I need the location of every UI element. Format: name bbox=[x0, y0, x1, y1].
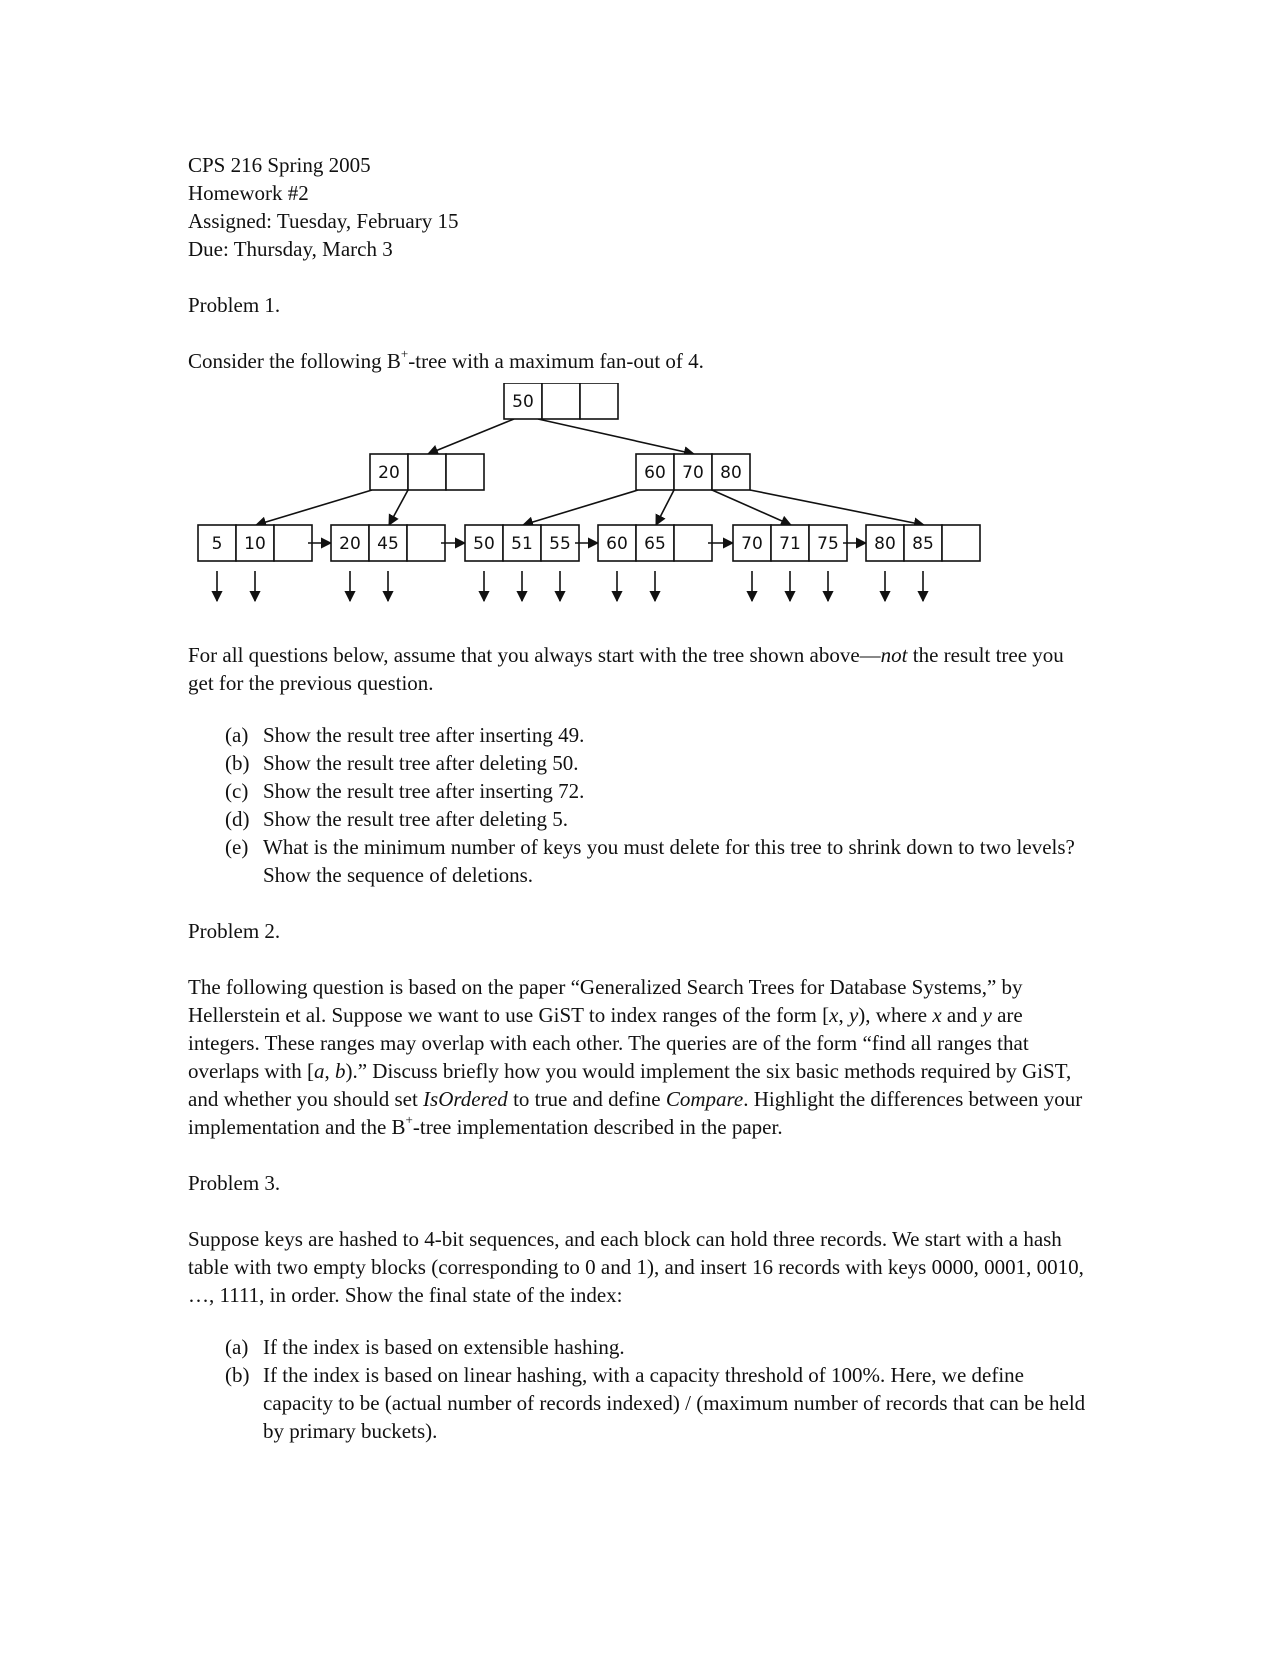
tree-key: 70 bbox=[741, 534, 763, 554]
header-block bbox=[188, 151, 1088, 263]
tree-key: 20 bbox=[378, 463, 400, 483]
tree-internal-node bbox=[636, 454, 750, 490]
document-page bbox=[188, 151, 1088, 1445]
question-item: (b) If the index is based on linear hashing, with a capacity threshold of 100%. Here, we define capacity to be (actual number of records indexed) / (maximum number of records that can be held by primary buckets). bbox=[225, 1363, 1086, 1443]
problem1-questions bbox=[188, 721, 1088, 889]
problem1-intro: Consider the following B+-tree with a maximum fan-out of 4. bbox=[188, 346, 704, 373]
tree-pointer-arrow bbox=[750, 490, 924, 525]
tree-key: 20 bbox=[339, 534, 361, 554]
tree-key: 50 bbox=[473, 534, 495, 554]
problem3-intro: Suppose keys are hashed to 4-bit sequences, and each block can hold three records. We start with a hash table with two empty blocks (corresponding to 0 and 1), and insert 16 records with keys 0000, 0001, 0010, …, 1111, in order. Show the final state of the index: bbox=[188, 1227, 1084, 1307]
tree-root-node bbox=[504, 383, 618, 419]
problem2-text: The following question is based on the paper “Generalized Search Trees for Database Systems,” by Hellerstein et al. Suppose we want to use GiST to index ranges of the form [x, y), where x and y are integers. These ranges may overlap with each other. The queries are of the form “find all ranges that overlaps with [a, b).” Discuss briefly how you would implement the six basic methods required by GiST, and whether you should set IsOrdered to true and define Compare. Highlight the differences between your implementation and the B+-tree implementation described in the paper. bbox=[188, 975, 1083, 1139]
tree-leaf-node bbox=[598, 525, 712, 561]
tree-key-cell bbox=[580, 383, 618, 419]
tree-pointer-arrow bbox=[256, 490, 372, 525]
tree-pointer-arrow bbox=[428, 419, 514, 454]
tree-key: 75 bbox=[817, 534, 839, 554]
problem1-title: Problem 1. bbox=[188, 293, 281, 317]
question-item: (a) If the index is based on extensible hashing. bbox=[225, 1335, 625, 1359]
tree-key-cell bbox=[542, 383, 580, 419]
problem3-title: Problem 3. bbox=[188, 1171, 281, 1195]
tree-pointer-arrow bbox=[656, 490, 674, 525]
tree-leaf-node bbox=[465, 525, 579, 561]
course-title: CPS 216 Spring 2005 bbox=[188, 153, 371, 177]
question-item: (b) Show the result tree after deleting 50. bbox=[225, 751, 579, 775]
tree-key-cell bbox=[446, 454, 484, 490]
due-date: Due: Thursday, March 3 bbox=[188, 237, 393, 261]
tree-key-cell bbox=[674, 525, 712, 561]
problem3-questions bbox=[188, 1333, 1088, 1445]
question-item: (a) Show the result tree after inserting 49. bbox=[225, 723, 585, 747]
tree-leaf-node bbox=[331, 525, 445, 561]
tree-key: 60 bbox=[606, 534, 628, 554]
tree-key: 60 bbox=[644, 463, 666, 483]
tree-key-cell bbox=[942, 525, 980, 561]
tree-key: 55 bbox=[549, 534, 571, 554]
tree-pointer-arrow bbox=[523, 490, 638, 525]
tree-key-cell bbox=[274, 525, 312, 561]
question-item: (d) Show the result tree after deleting 5. bbox=[225, 807, 568, 831]
tree-key: 70 bbox=[682, 463, 704, 483]
tree-key-cell bbox=[407, 525, 445, 561]
tree-pointer-arrow bbox=[538, 419, 694, 454]
problem1-note: For all questions below, assume that you always start with the tree shown above—not the result tree you get for the previous question. bbox=[188, 643, 1064, 695]
assigned-date: Assigned: Tuesday, February 15 bbox=[188, 209, 459, 233]
homework-title: Homework #2 bbox=[188, 181, 309, 205]
tree-key: 45 bbox=[377, 534, 399, 554]
bplus-tree-diagram bbox=[188, 383, 1088, 629]
tree-leaf-node bbox=[866, 525, 980, 561]
tree-key: 65 bbox=[644, 534, 666, 554]
tree-key-cell bbox=[408, 454, 446, 490]
tree-key: 50 bbox=[512, 392, 534, 412]
question-item: (e) What is the minimum number of keys you must delete for this tree to shrink down to two levels? Show the sequence of deletions. bbox=[225, 835, 1075, 887]
tree-key: 85 bbox=[912, 534, 934, 554]
tree-key: 5 bbox=[211, 534, 223, 554]
tree-key: 80 bbox=[874, 534, 896, 554]
problem2-title: Problem 2. bbox=[188, 919, 281, 943]
tree-leaf-node bbox=[198, 525, 312, 561]
tree-key: 80 bbox=[720, 463, 742, 483]
tree-pointer-arrow bbox=[389, 490, 408, 525]
tree-key: 71 bbox=[779, 534, 801, 554]
tree-internal-node bbox=[370, 454, 484, 490]
question-item: (c) Show the result tree after inserting 72. bbox=[225, 779, 585, 803]
tree-key: 10 bbox=[244, 534, 266, 554]
tree-key: 51 bbox=[511, 534, 533, 554]
tree-leaf-node bbox=[733, 525, 847, 561]
bplus-tree-figure bbox=[188, 383, 1088, 629]
